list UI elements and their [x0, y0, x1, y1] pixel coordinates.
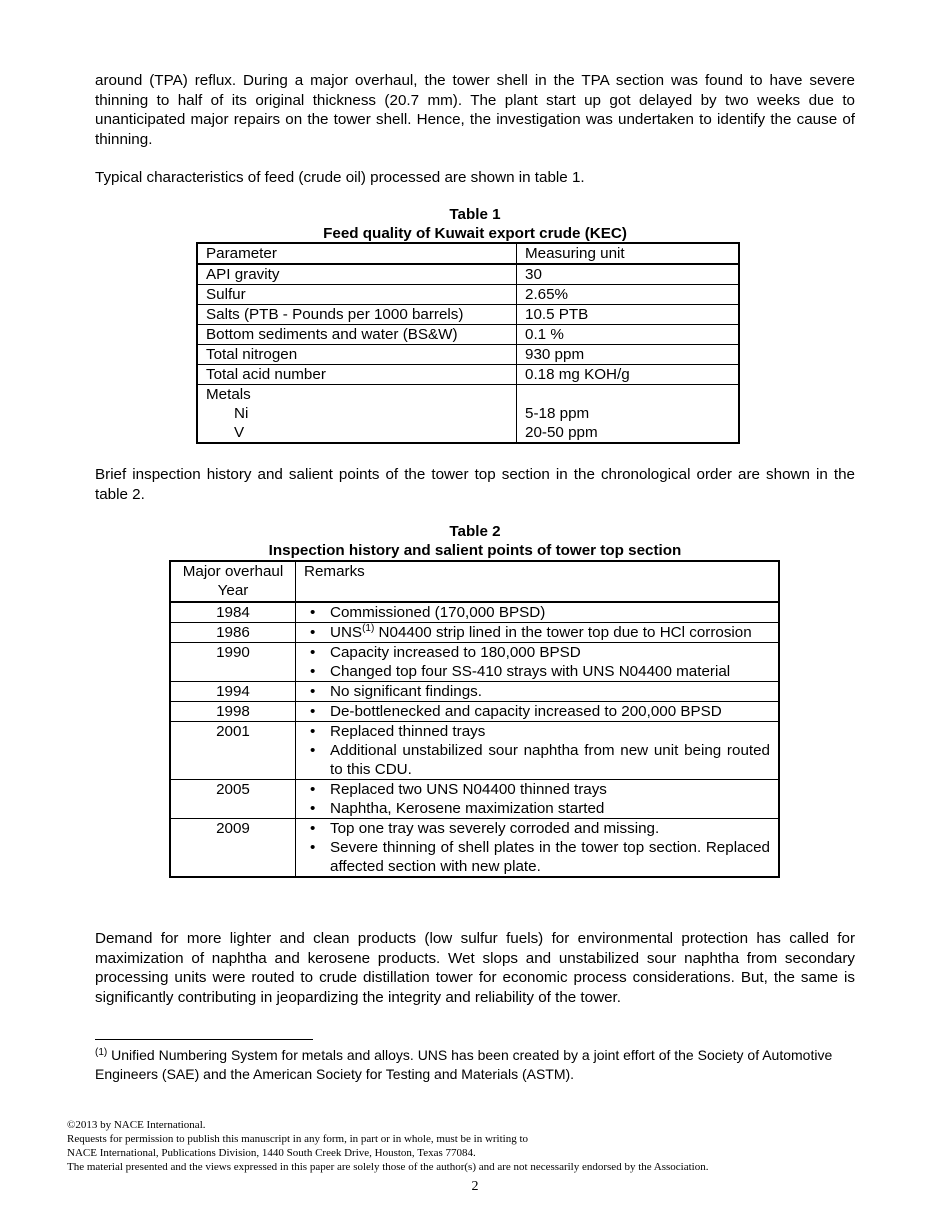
remarks-list [304, 780, 770, 818]
table-row [197, 325, 739, 345]
parameter-cell [197, 385, 517, 444]
table-row [197, 365, 739, 385]
table-row-metals [197, 385, 739, 444]
remarks-list [304, 623, 770, 642]
remark-item: • Additional unstabilized sour naphtha from new unit being routed to this CDU. [330, 741, 770, 779]
parameter-cell: Total nitrogen [197, 345, 517, 365]
footnote [95, 1046, 835, 1083]
table-row [170, 602, 779, 623]
closing-paragraph: Demand for more lighter and clean products (low sulfur fuels) for environmental protection has called for maximization of naphtha and kerosene products. Wet slops and unstabilized sour naphtha from secondary processing units were routed to crude distillation tower for economic process considerations. But, the same is significantly contributing in jeopardizing the integrity and reliability of the tower. [95, 930, 855, 1006]
footnote-marker: (1) [95, 1047, 108, 1058]
remarks-list [304, 702, 770, 721]
remark-item: • Changed top four SS-410 strays with UNS N04400 material [330, 662, 770, 681]
year-cell: 1994 [170, 682, 296, 702]
remarks-cell [296, 643, 780, 682]
page-number: 2 [471, 1179, 479, 1194]
value-cell: 30 [517, 264, 740, 285]
table-row [170, 623, 779, 643]
year-cell: 1990 [170, 643, 296, 682]
remark-item: • Severe thinning of shell plates in the tower top section. Replaced affected section with new plate. [330, 838, 770, 876]
remark-item: • Capacity increased to 180,000 BPSD [330, 643, 770, 662]
year-cell: 1984 [170, 602, 296, 623]
remarks-cell [296, 722, 780, 780]
parameter-cell: Bottom sediments and water (BS&W) [197, 325, 517, 345]
value-cell: 10.5 PTB [517, 305, 740, 325]
remark-item: • Naphtha, Kerosene maximization started [330, 799, 770, 818]
footnote-separator [95, 1039, 313, 1040]
remark-item: • Commissioned (170,000 BPSD) [330, 603, 770, 622]
copyright-line: ©2013 by NACE International. [67, 1119, 206, 1131]
nickel-value: 5-18 ppm [525, 405, 590, 422]
table-header-row [170, 561, 779, 602]
remark-item: • Replaced thinned trays [330, 722, 770, 741]
table1-label: Table 1 [449, 206, 501, 223]
copyright-line: NACE International, Publications Division, 1440 South Creek Drive, Houston, Texas 77084. [67, 1147, 476, 1159]
table-row [170, 702, 779, 722]
year-cell: 2005 [170, 780, 296, 819]
table2-title: Inspection history and salient points of tower top section [268, 542, 682, 559]
table1-intro-paragraph: Typical characteristics of feed (crude oil) processed are shown in table 1. [95, 169, 585, 186]
remark-item: • De-bottlenecked and capacity increased to 200,000 BPSD [330, 702, 770, 721]
remarks-list [304, 682, 770, 701]
vanadium-value: 20-50 ppm [525, 424, 598, 441]
value-cell: 0.18 mg KOH/g [517, 365, 740, 385]
metals-label: Metals [206, 386, 251, 403]
column-header-remarks: Remarks [296, 561, 780, 602]
parameter-cell: Sulfur [197, 285, 517, 305]
parameter-cell: API gravity [197, 264, 517, 285]
remark-item: • Replaced two UNS N04400 thinned trays [330, 780, 770, 799]
value-cell: 0.1 % [517, 325, 740, 345]
remarks-cell [296, 780, 780, 819]
footnote-text: Unified Numbering System for metals and alloys. UNS has been created by a joint effort of the Society of Automotive Engineers (SAE) and the American Society for Testing and Materials (ASTM). [95, 1047, 833, 1082]
intro-paragraph: around (TPA) reflux. During a major overhaul, the tower shell in the TPA section was found to have severe thinning to half of its original thickness (20.7 mm). The plant start up got delayed by two weeks due to unanticipated major repairs on the tower shell. Hence, the investigation was undertaken to identify the cause of thinning. [95, 72, 855, 148]
value-cell: 2.65% [517, 285, 740, 305]
value-cell [517, 385, 740, 444]
table-row [197, 264, 739, 285]
remarks-list [304, 643, 770, 681]
remarks-cell [296, 623, 780, 643]
table-row [170, 819, 779, 878]
remark-item: • Top one tray was severely corroded and missing. [330, 819, 770, 838]
year-cell: 1986 [170, 623, 296, 643]
table2-label: Table 2 [449, 523, 501, 540]
column-header-year: Major overhaul Year [170, 561, 296, 602]
remarks-cell [296, 602, 780, 623]
remark-item [330, 623, 770, 642]
table1-title: Feed quality of Kuwait export crude (KEC) [323, 225, 627, 242]
table-row [170, 722, 779, 780]
table-row [197, 345, 739, 365]
table2-intro-paragraph: Brief inspection history and salient points of the tower top section in the chronological order are shown in the table 2. [95, 466, 855, 503]
feed-quality-table [196, 242, 740, 444]
table-header-row [197, 243, 739, 264]
copyright-block [67, 1118, 887, 1174]
table-row [170, 643, 779, 682]
remarks-list [304, 603, 770, 622]
remarks-list [304, 819, 770, 876]
year-cell: 2001 [170, 722, 296, 780]
copyright-line: The material presented and the views expressed in this paper are solely those of the author(s) and are not necessarily endorsed by the Association. [67, 1161, 709, 1173]
vanadium-label: V [234, 424, 245, 441]
remark-item: • No significant findings. [330, 682, 770, 701]
table-row [197, 285, 739, 305]
nickel-label: Ni [234, 405, 249, 422]
column-header-parameter: Parameter [197, 243, 517, 264]
table-row [197, 305, 739, 325]
table-row [170, 682, 779, 702]
inspection-history-table [169, 560, 780, 878]
remark-text: N04400 strip lined in the tower top due to HCl corrosion [378, 624, 752, 641]
remarks-cell [296, 682, 780, 702]
parameter-cell: Salts (PTB - Pounds per 1000 barrels) [197, 305, 517, 325]
table-row [170, 780, 779, 819]
footnote-reference: (1) [362, 622, 375, 634]
uns-prefix: UNS [330, 624, 363, 641]
remarks-cell [296, 819, 780, 878]
remarks-list [304, 722, 770, 779]
column-header-unit: Measuring unit [517, 243, 740, 264]
copyright-line: Requests for permission to publish this manuscript in any form, in part or in whole, must be in writing to [67, 1133, 529, 1145]
remarks-cell [296, 702, 780, 722]
parameter-cell: Total acid number [197, 365, 517, 385]
year-cell: 2009 [170, 819, 296, 878]
value-cell: 930 ppm [517, 345, 740, 365]
year-cell: 1998 [170, 702, 296, 722]
